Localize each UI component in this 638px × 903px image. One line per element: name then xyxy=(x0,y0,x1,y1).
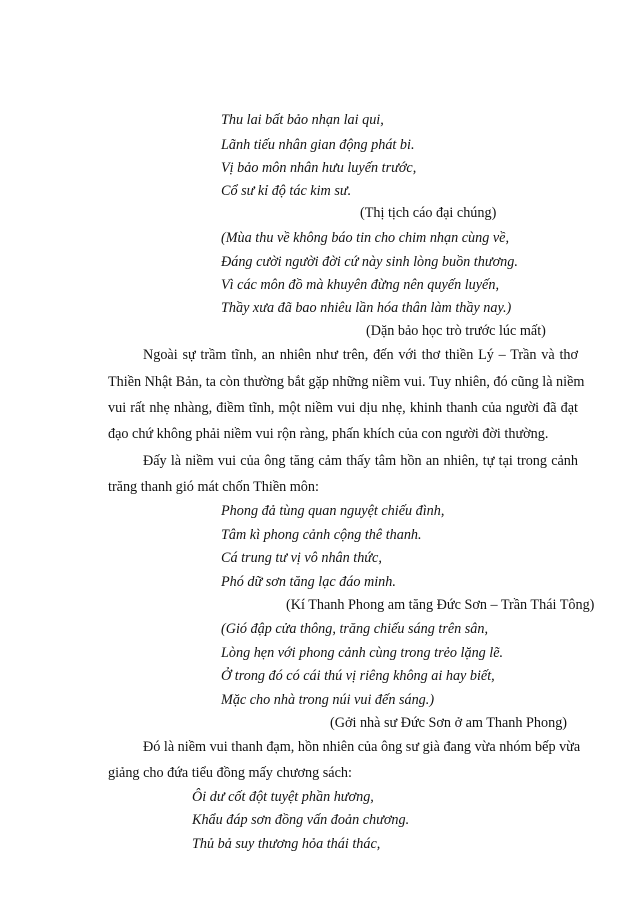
poem1-source: (Thị tịch cáo đại chúng) xyxy=(360,205,497,221)
paragraph1-line-1: Ngoài sự trầm tĩnh, an nhiên như trên, đến với thơ thiền Lý – Trần và thơ xyxy=(143,347,578,363)
poem1-line-3: Vị bảo môn nhân hưu luyến trước, xyxy=(221,160,417,176)
poem1-translation-line-3: Vì các môn đồ mà khuyên đừng nên quyến luyến, xyxy=(221,277,500,293)
poem2-line-1: Phong đả tùng quan nguyệt chiếu đình, xyxy=(221,503,445,519)
paragraph1-line-4: đạo chứ không phải niềm vui rộn ràng, phấn khích của con người đời thường. xyxy=(108,426,549,442)
poem2-source: (Kí Thanh Phong am tăng Đức Sơn – Trần Thái Tông) xyxy=(286,597,595,613)
paragraph3-line-1: Đó là niềm vui thanh đạm, hồn nhiên của ông sư già đang vừa nhóm bếp vừa xyxy=(143,739,581,755)
poem1-translation-line-4: Thầy xưa đã bao nhiêu lần hóa thân làm thầy nay.) xyxy=(221,300,512,316)
poem2-line-4: Phó dữ sơn tăng lạc đáo minh. xyxy=(221,574,396,590)
poem2-translation-line-1: (Gió đập cửa thông, trăng chiếu sáng trên sân, xyxy=(221,621,489,637)
poem2-translation-source: (Gởi nhà sư Đức Sơn ở am Thanh Phong) xyxy=(330,715,568,731)
paragraph3-line-2: giảng cho đứa tiểu đồng mấy chương sách: xyxy=(108,765,352,781)
poem3-line-3: Thủ bả suy thương hỏa thái thác, xyxy=(192,836,381,852)
paragraph1-line-2: Thiền Nhật Bản, ta còn thường bắt gặp những niềm vui. Tuy nhiên, đó cũng là niềm xyxy=(108,374,585,390)
poem2-translation-line-3: Ở trong đó có cái thú vị riêng không ai hay biết, xyxy=(221,668,495,684)
poem1-translation-source: (Dặn bảo học trò trước lúc mất) xyxy=(366,323,546,339)
paragraph2-line-2: trăng thanh gió mát chốn Thiền môn: xyxy=(108,479,319,495)
poem2-translation-line-4: Mặc cho nhà trong núi vui đến sáng.) xyxy=(221,692,435,708)
poem1-line-1: Thu lai bất bảo nhạn lai qui, xyxy=(221,112,384,128)
poem3-line-2: Khẩu đáp sơn đồng vấn đoản chương. xyxy=(192,812,410,828)
poem3-line-1: Ôi dư cốt đột tuyệt phần hương, xyxy=(192,789,374,805)
poem1-translation-line-2: Đáng cười người đời cứ này sinh lòng buồn thương. xyxy=(221,254,518,270)
paragraph2-line-1: Đấy là niềm vui của ông tăng cảm thấy tâm hồn an nhiên, tự tại trong cảnh xyxy=(143,453,578,469)
poem2-line-3: Cá trung tư vị vô nhân thức, xyxy=(221,550,382,566)
poem2-translation-line-2: Lòng hẹn với phong cảnh cùng trong trẻo lặng lẽ. xyxy=(221,645,504,661)
poem1-line-2: Lãnh tiếu nhân gian động phát bi. xyxy=(221,137,415,153)
poem2-line-2: Tâm kì phong cảnh cộng thê thanh. xyxy=(221,527,422,543)
poem1-translation-line-1: (Mùa thu về không báo tin cho chim nhạn cùng về, xyxy=(221,230,510,246)
paragraph1-line-3: vui rất nhẹ nhàng, điềm tĩnh, một niềm vui dịu nhẹ, khinh thanh của người đã đạt xyxy=(108,400,578,416)
poem1-line-4: Cổ sư kỉ độ tác kim sư. xyxy=(221,183,352,199)
